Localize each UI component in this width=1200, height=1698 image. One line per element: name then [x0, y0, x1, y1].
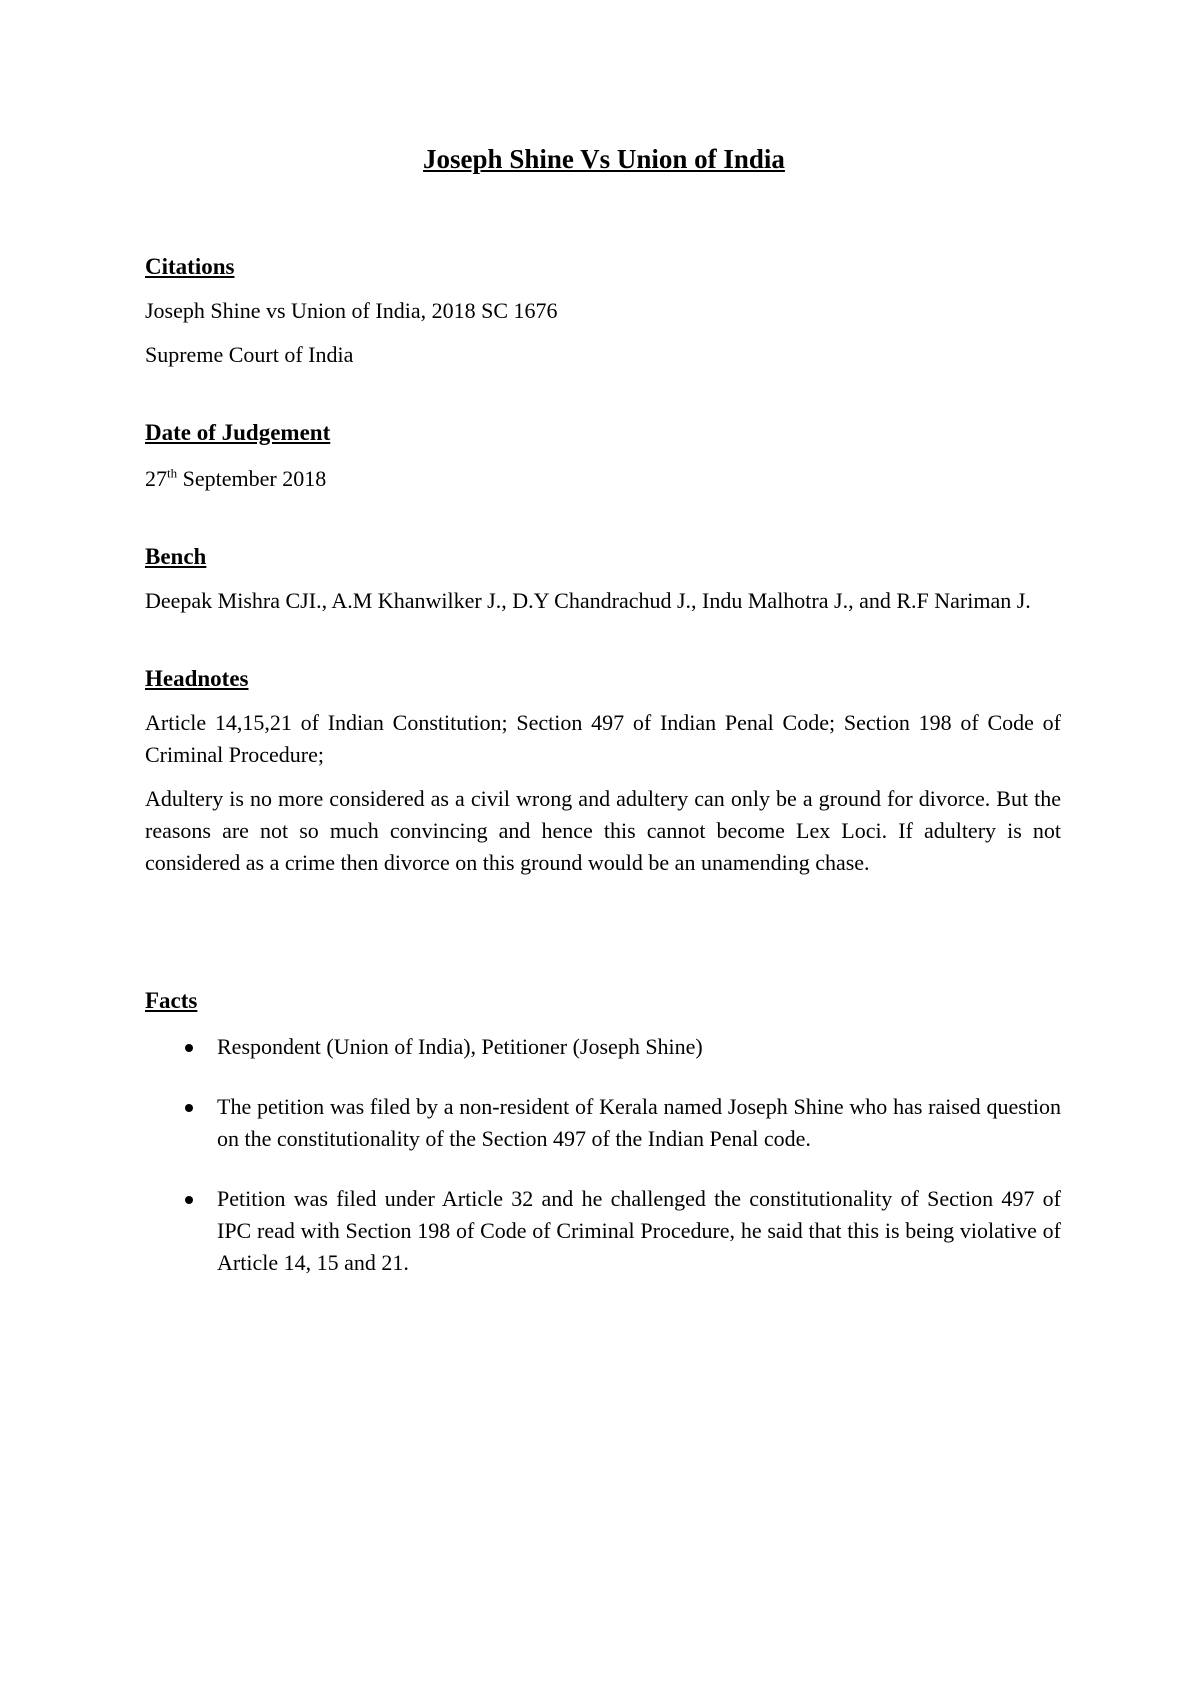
- citation-line: Joseph Shine vs Union of India, 2018 SC 1676: [145, 298, 558, 323]
- bullet-icon: [185, 1104, 193, 1112]
- facts-item-text: Petition was filed under Article 32 and he challenged the constitutionality of Section 497 of IPC read with Section 198 of Code of Criminal Procedure, he said that this is being violative of Article 14, 15 and 21.: [217, 1186, 1061, 1275]
- judgement-date-rest: September 2018: [177, 466, 327, 491]
- court-line: Supreme Court of India: [145, 342, 354, 367]
- facts-list-item: [145, 1031, 1061, 1063]
- facts-item-text: The petition was filed by a non-resident of Kerala named Joseph Shine who has raised question on the constitutionality of the Section 497 of the Indian Penal code.: [217, 1094, 1061, 1151]
- judgement-date: [145, 463, 1061, 495]
- facts-heading: Facts: [145, 988, 198, 1013]
- headnotes-heading: Headnotes: [145, 666, 249, 691]
- facts-list-item: [145, 1183, 1061, 1279]
- judgement-date-day: 27: [145, 466, 167, 491]
- headnotes-summary: Adultery is no more considered as a civil wrong and adultery can only be a ground for divorce. But the reasons are not so much convincing and hence this cannot become Lex Loci. If adultery is not considered as a crime then divorce on this ground would be an unamending chase.: [145, 786, 1061, 875]
- facts-list-item: [145, 1091, 1061, 1155]
- bench-text: Deepak Mishra CJI., A.M Khanwilker J., D.Y Chandrachud J., Indu Malhotra J., and R.F Nariman J.: [145, 588, 1031, 613]
- bench-heading: Bench: [145, 544, 207, 569]
- date-of-judgement-heading: Date of Judgement: [145, 420, 331, 445]
- citations-heading: Citations: [145, 254, 235, 279]
- judgement-date-suffix: th: [167, 465, 178, 481]
- bullet-icon: [185, 1044, 193, 1052]
- facts-list: [145, 1031, 1061, 1279]
- document-body: [145, 140, 1061, 1279]
- headnotes-statutes: Article 14,15,21 of Indian Constitution; Section 497 of Indian Penal Code; Section 198 of Code of Criminal Procedure;: [145, 710, 1061, 767]
- document-title: Joseph Shine Vs Union of India: [423, 144, 785, 174]
- bullet-icon: [185, 1196, 193, 1204]
- facts-item-text: Respondent (Union of India), Petitioner (Joseph Shine): [217, 1034, 703, 1059]
